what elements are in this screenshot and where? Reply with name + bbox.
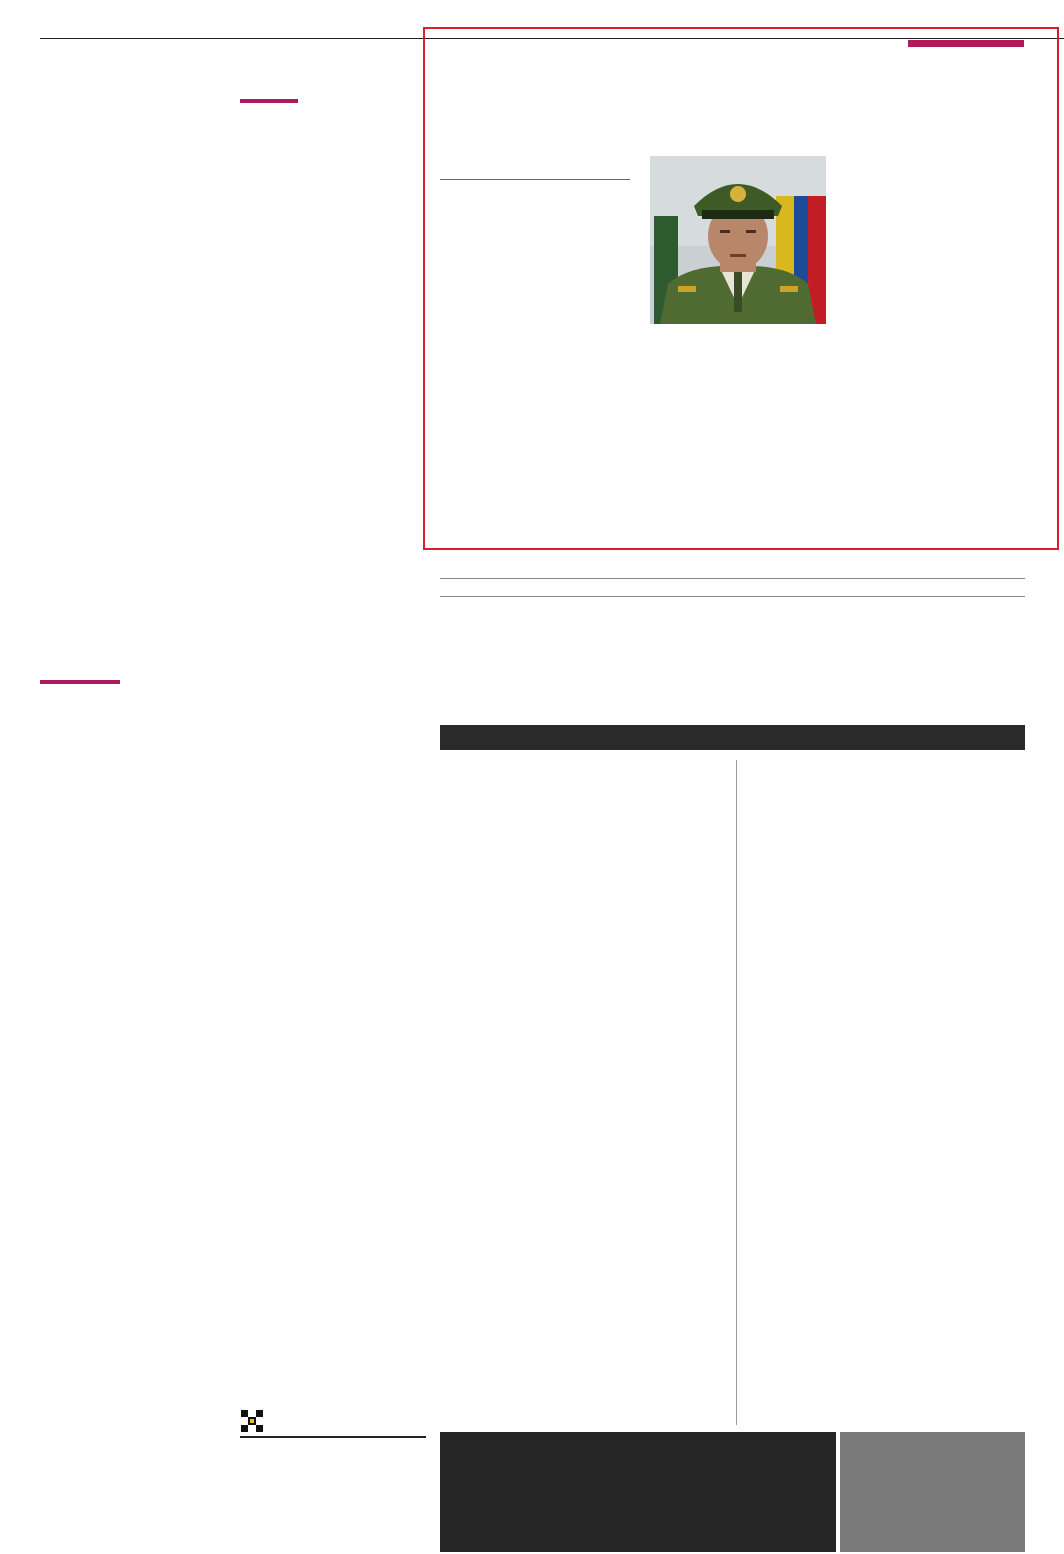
photo-caption: [650, 328, 826, 341]
ad-note-box: [840, 1432, 1025, 1552]
ad-info-value: [538, 1450, 826, 1455]
ad-right-column: [745, 760, 998, 767]
ad-top-rule: [440, 578, 1025, 579]
ad-info-label: [450, 1450, 538, 1455]
ad-info-box: [440, 1432, 836, 1552]
ad-left-column: [467, 760, 729, 768]
byline-rule: [440, 179, 630, 180]
commander-photo: [650, 156, 826, 324]
ad-hearing-banner: [440, 725, 1025, 750]
quote-accent-bar: [240, 99, 298, 103]
summary-rule: [240, 1436, 426, 1438]
ad-label-rule: [440, 596, 1025, 597]
summary-icon: [241, 1410, 263, 1432]
ad-column-divider: [736, 760, 737, 1425]
ad-info-row: [450, 1450, 826, 1455]
stat-accent-bar: [40, 680, 120, 684]
